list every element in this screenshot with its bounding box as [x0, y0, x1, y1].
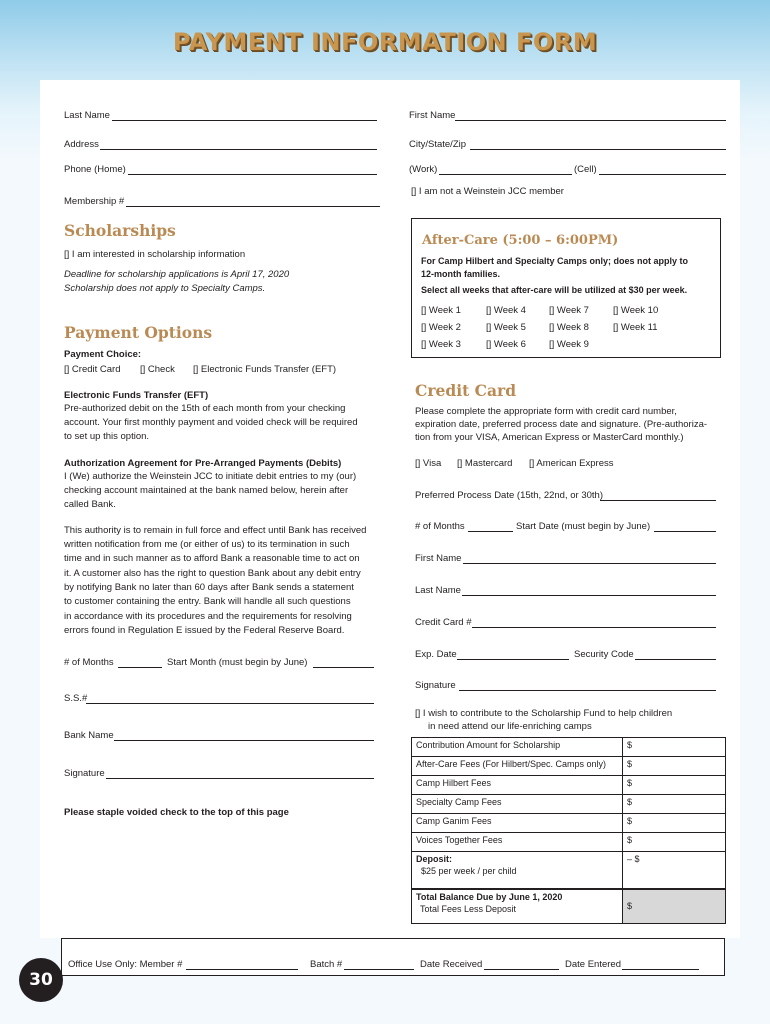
payment-options-heading: Payment Options	[64, 323, 213, 342]
amex-checkbox[interactable]: [] American Express	[529, 458, 614, 469]
total-cell	[412, 889, 623, 924]
address-field[interactable]	[100, 149, 377, 150]
week-checkbox[interactable]: [] Week 7	[549, 305, 589, 316]
city-state-zip-field[interactable]	[470, 149, 726, 150]
last-name-label: Last Name	[64, 110, 110, 121]
total-label: Total Balance Due by June 1, 2020	[416, 891, 563, 902]
cc-start-date-field[interactable]	[654, 531, 716, 532]
week-checkbox[interactable]: [] Week 9	[549, 339, 589, 350]
table-row	[412, 795, 726, 814]
address-label: Address	[64, 139, 99, 150]
table-row	[412, 776, 726, 795]
authority-text: by notifying Bank no later than 60 days after Bank sends a statement	[64, 582, 354, 593]
ssn-label: S.S.#	[64, 693, 88, 704]
auth-title: Authorization Agreement for Pre-Arranged Payments (Debits)	[64, 458, 342, 469]
check-option[interactable]: [] Check	[140, 364, 175, 375]
start-month-field[interactable]	[313, 667, 374, 668]
week-checkbox[interactable]: [] Week 10	[613, 305, 659, 316]
phone-home-field[interactable]	[128, 174, 377, 175]
fee-label: Contribution Amount for Scholarship	[412, 738, 623, 757]
credit-card-intro: expiration date, preferred process date and signature. (Pre-authoriza-	[415, 419, 708, 430]
membership-field[interactable]	[126, 206, 380, 207]
table-row	[412, 757, 726, 776]
eft-option[interactable]: [] Electronic Funds Transfer (EFT)	[193, 364, 337, 375]
week-checkbox[interactable]: [] Week 11	[613, 322, 658, 333]
deposit-label: Deposit:	[416, 854, 452, 864]
first-name-field[interactable]	[455, 120, 726, 121]
fee-label: Camp Hilbert Fees	[412, 776, 623, 795]
staple-note: Please staple voided check to the top of this page	[64, 807, 289, 818]
fee-amount-field[interactable]: $	[623, 795, 726, 814]
auth-text: I (We) authorize the Weinstein JCC to initiate debit entries to my (our)	[64, 471, 357, 482]
cc-months-field[interactable]	[468, 531, 513, 532]
scholarships-heading: Scholarships	[64, 221, 176, 240]
page-number: 30	[19, 958, 63, 1002]
signature-label: Signature	[64, 768, 105, 779]
cc-signature-field[interactable]	[459, 690, 716, 691]
date-entered-field[interactable]	[622, 969, 699, 970]
work-phone-field[interactable]	[439, 174, 572, 175]
bank-name-label: Bank Name	[64, 730, 114, 741]
fee-amount-field[interactable]: $	[623, 738, 726, 757]
authority-text: errors found in Regulation E issued by the Federal Reserve Board.	[64, 625, 345, 636]
scholarship-note: Scholarship does not apply to Specialty Camps.	[64, 283, 266, 294]
week-checkbox[interactable]: [] Week 6	[486, 339, 526, 350]
mastercard-checkbox[interactable]: [] Mastercard	[457, 458, 513, 469]
table-row	[412, 833, 726, 852]
eft-text: Pre-authorized debit on the 15th of each month from your checking	[64, 403, 346, 414]
eft-text: account. Your first monthly payment and voided check will be required	[64, 417, 358, 428]
fee-amount-field[interactable]: $	[623, 757, 726, 776]
week-checkbox[interactable]: [] Week 8	[549, 322, 589, 333]
total-sub: Total Fees Less Deposit	[420, 903, 517, 914]
credit-card-heading: Credit Card	[415, 381, 517, 400]
week-checkbox[interactable]: [] Week 3	[421, 339, 461, 350]
authority-text: to customer containing the entry. Bank will handle all such questions	[64, 596, 351, 607]
deposit-cell	[412, 852, 623, 889]
fee-label: After-Care Fees (For Hilbert/Spec. Camps only)	[412, 757, 623, 776]
phone-home-label: Phone (Home)	[64, 164, 126, 175]
city-state-zip-label: City/State/Zip	[409, 139, 467, 150]
auth-text: called Bank.	[64, 499, 116, 510]
week-checkbox[interactable]: [] Week 1	[421, 305, 461, 316]
not-member-checkbox[interactable]: [] I am not a Weinstein JCC member	[411, 186, 564, 197]
fee-amount-field[interactable]: $	[623, 833, 726, 852]
auth-text: checking account maintained at the bank named below, herein after	[64, 485, 349, 496]
week-checkbox[interactable]: [] Week 2	[421, 322, 461, 333]
cc-first-name-label: First Name	[415, 553, 462, 564]
exp-date-label: Exp. Date	[415, 649, 457, 660]
page-title: PAYMENT INFORMATION FORM	[172, 28, 598, 56]
work-phone-label: (Work)	[409, 164, 438, 175]
scholarship-deadline: Deadline for scholarship applications is April 17, 2020	[64, 269, 290, 280]
cc-last-name-label: Last Name	[415, 585, 461, 596]
fee-label: Voices Together Fees	[412, 833, 623, 852]
contribute-checkbox[interactable]: [] I wish to contribute to the Scholarship Fund to help children	[415, 708, 673, 719]
aftercare-heading: After-Care (5:00 – 6:00PM)	[422, 233, 619, 248]
authority-text: in accordance with its procedures and the requirements for resolving	[64, 611, 352, 622]
card-number-label: Credit Card #	[415, 617, 472, 628]
cc-signature-label: Signature	[415, 680, 456, 691]
cc-months-label: # of Months	[415, 521, 465, 532]
total-amount-field[interactable]: $	[623, 889, 726, 924]
authority-text: it. A customer also has the right to question Bank about any debit entry	[64, 568, 361, 579]
security-code-label: Security Code	[574, 649, 634, 660]
last-name-field[interactable]	[112, 120, 377, 121]
months-label: # of Months	[64, 657, 114, 668]
deposit-amount-field[interactable]: – $	[623, 852, 726, 889]
batch-label: Batch #	[310, 959, 343, 970]
authority-text: time and in such manner as to afford Bank a reasonable time to act on	[64, 553, 360, 564]
eft-text: to set up this option.	[64, 431, 150, 442]
date-received-field[interactable]	[484, 969, 559, 970]
months-field[interactable]	[118, 667, 162, 668]
cc-first-name-field[interactable]	[463, 563, 716, 564]
start-month-label: Start Month (must begin by June)	[167, 657, 308, 668]
aftercare-line-2: 12-month families.	[421, 269, 501, 279]
cc-last-name-field[interactable]	[462, 595, 716, 596]
authority-text: This authority is to remain in full force and effect until Bank has received	[64, 525, 367, 536]
card-number-field[interactable]	[472, 627, 716, 628]
fee-label: Camp Ganim Fees	[412, 814, 623, 833]
membership-label: Membership #	[64, 196, 125, 207]
deposit-row	[412, 852, 726, 889]
week-checkbox[interactable]: [] Week 5	[486, 322, 526, 333]
eft-title: Electronic Funds Transfer (EFT)	[64, 390, 209, 401]
cell-phone-label: (Cell)	[574, 164, 597, 175]
office-member-label: Office Use Only: Member #	[68, 959, 183, 970]
fee-label: Specialty Camp Fees	[412, 795, 623, 814]
deposit-sub: $25 per week / per child	[421, 866, 517, 876]
cell-phone-field[interactable]	[599, 174, 726, 175]
date-entered-label: Date Entered	[565, 959, 621, 970]
first-name-label: First Name	[409, 110, 456, 121]
payment-choice-label: Payment Choice:	[64, 349, 142, 360]
contribute-text: in need attend our life-enriching camps	[428, 721, 592, 732]
week-checkbox[interactable]: [] Week 4	[486, 305, 526, 316]
aftercare-line-3: Select all weeks that after-care will be utilized at $30 per week.	[421, 285, 688, 295]
credit-card-intro: tion from your VISA, American Express or MasterCard monthly.)	[415, 432, 684, 443]
fee-amount-field[interactable]: $	[623, 776, 726, 795]
cc-start-date-label: Start Date (must begin by June)	[516, 521, 651, 532]
authority-text: written notification from me (or either of us) to its termination in such	[64, 539, 350, 550]
office-member-field[interactable]	[186, 969, 298, 970]
scholarship-interest-checkbox[interactable]: [] I am interested in scholarship information	[64, 249, 246, 260]
credit-card-option[interactable]: [] Credit Card	[64, 364, 121, 375]
signature-field[interactable]	[106, 778, 374, 779]
process-date-label: Preferred Process Date (15th, 22nd, or 30th)	[415, 490, 603, 501]
security-code-field[interactable]	[635, 659, 716, 660]
fees-table	[411, 737, 726, 924]
exp-date-field[interactable]	[457, 659, 569, 660]
table-row	[412, 814, 726, 833]
process-date-field[interactable]	[600, 500, 716, 501]
ssn-field[interactable]	[86, 703, 374, 704]
table-row	[412, 738, 726, 757]
date-received-label: Date Received	[420, 959, 483, 970]
total-row	[412, 889, 726, 924]
aftercare-line-1: For Camp Hilbert and Specialty Camps only; does not apply to	[421, 256, 689, 266]
credit-card-intro: Please complete the appropriate form with credit card number,	[415, 406, 677, 417]
batch-field[interactable]	[344, 969, 414, 970]
fee-amount-field[interactable]: $	[623, 814, 726, 833]
visa-checkbox[interactable]: [] Visa	[415, 458, 442, 469]
bank-name-field[interactable]	[114, 740, 374, 741]
